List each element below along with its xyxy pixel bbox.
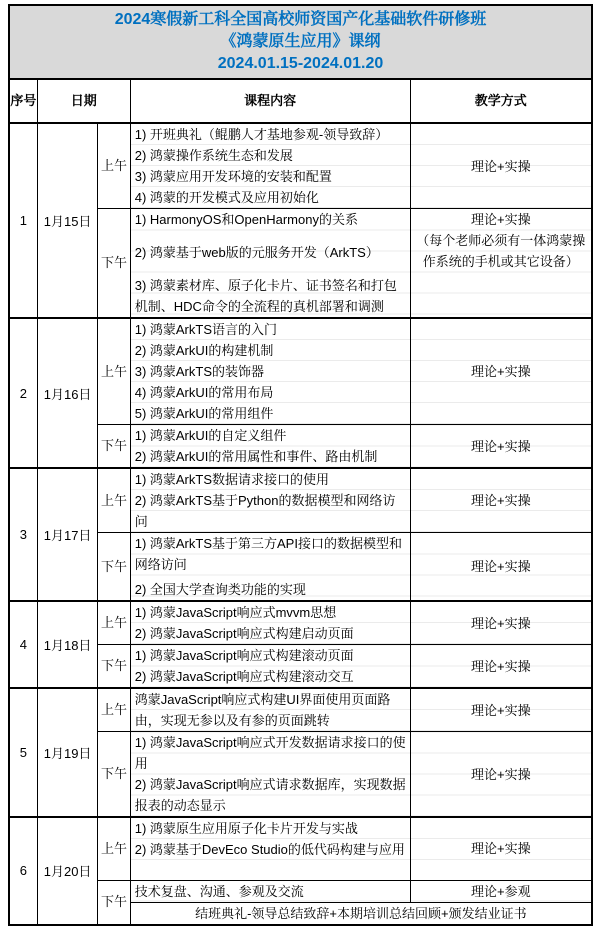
course-item: 1) 鸿蒙ArkTS语言的入门 (134, 322, 278, 337)
day-4-am-label: 上午 (98, 601, 130, 645)
day-1-am-method: 理论+实操 (410, 123, 592, 209)
column-header-method: 教学方式 (410, 79, 592, 123)
column-header-date: 日期 (37, 79, 130, 123)
day-2-pm-content (130, 425, 410, 469)
day-1-pm-method (410, 209, 592, 319)
day-6-serial: 6 (9, 817, 37, 925)
course-item: 1) 鸿蒙ArkUI的自定义组件 (134, 428, 287, 443)
syllabus-sheet (8, 4, 593, 926)
course-item: 2) 全国大学查询类功能的实现 (134, 582, 306, 597)
course-item: 1) 鸿蒙JavaScript响应式开发数据请求接口的使用 (134, 735, 406, 771)
teaching-method: 理论+实操 (470, 212, 531, 227)
course-item: 3) 鸿蒙应用开发环境的安装和配置 (134, 169, 332, 184)
title-line-2: 《鸿蒙原生应用》课纲 (220, 33, 381, 50)
course-item: 3) 鸿蒙素材库、原子化卡片、证书签名和打包机制、HDC命令的全流程的真机部署和调测 (134, 278, 397, 314)
day-6-date: 1月20日 (37, 817, 98, 925)
course-item: 1) 鸿蒙ArkTS数据请求接口的使用 (134, 472, 330, 487)
day-5-serial: 5 (9, 688, 37, 817)
course-item: 2) 鸿蒙ArkUI的构建机制 (134, 343, 274, 358)
day-5-pm-label: 下午 (98, 732, 130, 818)
course-item: 4) 鸿蒙ArkUI的常用布局 (134, 385, 274, 400)
day-3-am-method: 理论+实操 (410, 468, 592, 533)
day-3-serial: 3 (9, 468, 37, 601)
day-4-pm-content (130, 645, 410, 689)
day-3-date: 1月17日 (37, 468, 98, 601)
day-5-pm-method: 理论+实操 (410, 732, 592, 818)
course-item: 2) 鸿蒙JavaScript响应式构建滚动交互 (134, 669, 354, 684)
course-item: 1) 鸿蒙ArkTS基于第三方API接口的数据模型和网络访问 (134, 536, 402, 572)
day-3-am-content (130, 468, 410, 533)
day-6-am-method: 理论+实操 (410, 817, 592, 880)
day-4-pm-label: 下午 (98, 645, 130, 689)
day-3-pm-method: 理论+实操 (410, 533, 592, 602)
course-item: 1) HarmonyOS和OpenHarmony的关系 (134, 212, 358, 227)
day-2-am-label: 上午 (98, 318, 130, 425)
course-item: 2) 鸿蒙基于web版的元服务开发（ArkTS） (134, 245, 379, 260)
day-6-am-label: 上午 (98, 817, 130, 880)
day-4-date: 1月18日 (37, 601, 98, 688)
day-2-am-content (130, 318, 410, 425)
teaching-method-note: （每个老师必须有一体鸿蒙操作系统的手机或其它设备） (416, 233, 586, 269)
course-item: 1) 开班典礼（鲲鹏人才基地参观-领导致辞） (134, 127, 389, 142)
day-2-date: 1月16日 (37, 318, 98, 468)
day-3-am-label: 上午 (98, 468, 130, 533)
day-5-date: 1月19日 (37, 688, 98, 817)
course-item: 3) 鸿蒙ArkTS的装饰器 (134, 364, 265, 379)
course-item: 4) 鸿蒙的开发模式及应用初始化 (134, 190, 319, 205)
course-item: 鸿蒙JavaScript响应式构建UI界面使用页面路由，实现无参以及有参的页面跳转 (134, 692, 391, 728)
day-5-pm-content (130, 732, 410, 818)
course-item: 1) 鸿蒙JavaScript响应式构建滚动页面 (134, 648, 354, 663)
day-2-am-method: 理论+实操 (410, 318, 592, 425)
course-item: 技术复盘、沟通、参观及交流 (134, 883, 304, 899)
day-6-pm-review-method: 理论+参观 (410, 880, 592, 902)
column-header-content: 课程内容 (130, 79, 410, 123)
course-item: 2) 鸿蒙ArkUI的常用属性和事件、路由机制 (134, 449, 378, 464)
day-2-pm-method: 理论+实操 (410, 425, 592, 469)
title-line-1: 2024寒假新工科全国高校师资国产化基础软件研修班 (114, 11, 487, 28)
day-6-am-content (130, 817, 410, 880)
day-1-am-content (130, 123, 410, 209)
day-1-pm-content (130, 209, 410, 319)
day-1-serial: 1 (9, 123, 37, 318)
document-title (9, 5, 592, 79)
day-3-pm-content (130, 533, 410, 602)
course-item: 2) 鸿蒙操作系统生态和发展 (134, 148, 293, 163)
day-2-serial: 2 (9, 318, 37, 468)
day-5-am-label: 上午 (98, 688, 130, 732)
closing-ceremony-row: 结班典礼-领导总结致辞+本期培训总结回顾+颁发结业证书 (130, 902, 592, 925)
course-item: 2) 鸿蒙JavaScript响应式构建启动页面 (134, 626, 354, 641)
course-item: 2) 鸿蒙JavaScript响应式请求数据库，实现数据报表的动态显示 (134, 777, 406, 813)
title-line-3: 2024.01.15-2024.01.20 (217, 55, 384, 72)
day-5-am-content (130, 688, 410, 732)
day-4-am-content (130, 601, 410, 645)
course-item: 5) 鸿蒙ArkUI的常用组件 (134, 406, 274, 421)
course-item: 1) 鸿蒙原生应用原子化卡片开发与实战 (134, 821, 358, 836)
day-1-am-label: 上午 (98, 123, 130, 209)
course-item: 2) 鸿蒙ArkTS基于Python的数据模型和网络访问 (134, 493, 396, 529)
day-4-pm-method: 理论+实操 (410, 645, 592, 689)
day-1-pm-label: 下午 (98, 209, 130, 319)
day-1-date: 1月15日 (37, 123, 98, 318)
day-3-pm-label: 下午 (98, 533, 130, 602)
column-header-serial: 序号 (9, 79, 37, 123)
course-item: 1) 鸿蒙JavaScript响应式mvvm思想 (134, 605, 337, 620)
syllabus-table (8, 4, 593, 926)
day-2-pm-label: 下午 (98, 425, 130, 469)
course-item: 2) 鸿蒙基于DevEco Studio的低代码构建与应用 (134, 842, 405, 857)
day-6-pm-label: 下午 (98, 880, 130, 925)
day-4-am-method: 理论+实操 (410, 601, 592, 645)
day-4-serial: 4 (9, 601, 37, 688)
day-5-am-method: 理论+实操 (410, 688, 592, 732)
day-6-pm-review-content (130, 880, 410, 902)
